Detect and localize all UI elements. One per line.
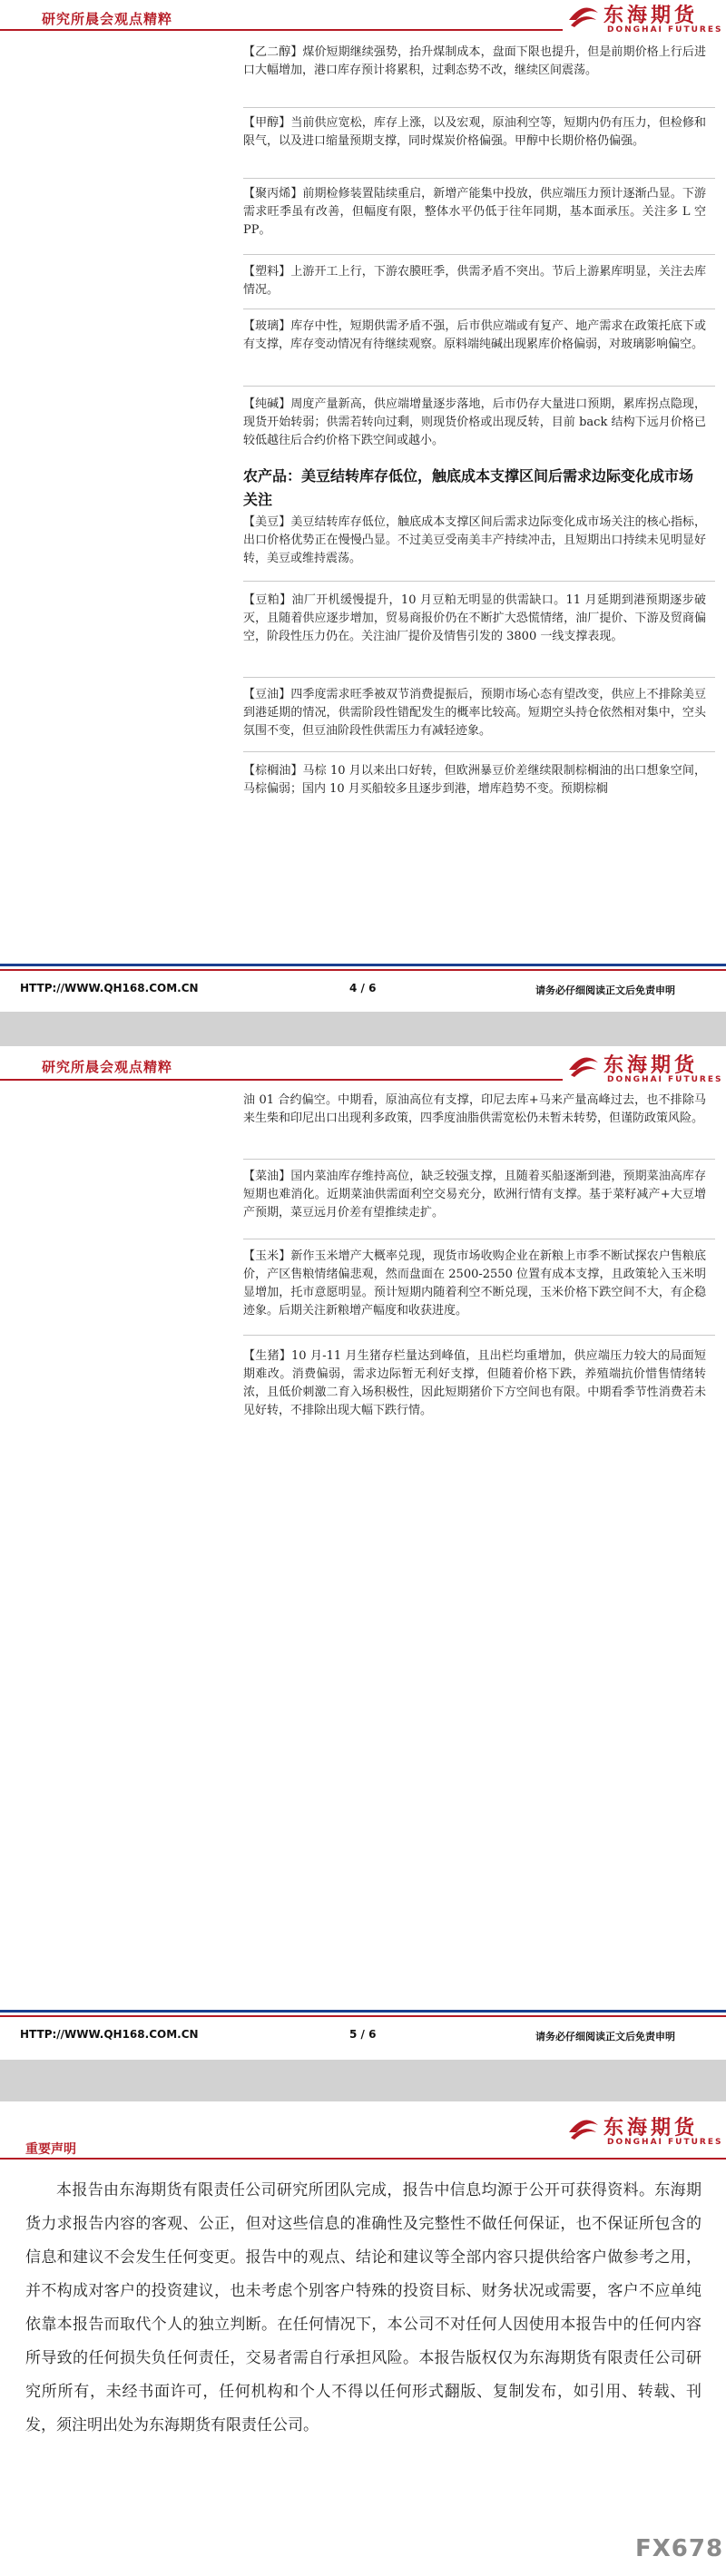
divider bbox=[243, 107, 715, 108]
footer-page-number: 4 / 6 bbox=[349, 982, 377, 994]
header-title: 研究所晨会观点精粹 bbox=[42, 11, 173, 27]
divider bbox=[243, 677, 715, 678]
paragraph-rapeseed-oil: 【菜油】国内菜油库存维持高位，缺乏较强支撑，且随着买船逐渐到港，预期菜油高库存短期也难消化。近期菜油供需面利空交易充分，欧洲行情有支撑。基于菜籽减产+大豆增产预期，菜豆远月价差有望推续走扩。 bbox=[243, 1170, 706, 1219]
footer-disclaimer-note: 请务必仔细阅读正文后免责申明 bbox=[535, 2031, 675, 2042]
logo-mark-icon bbox=[567, 1052, 600, 1082]
footer-rule bbox=[0, 964, 726, 966]
logo-text-cn: 东海期货 bbox=[603, 1053, 699, 1077]
divider bbox=[243, 386, 715, 387]
divider bbox=[243, 178, 715, 179]
company-logo bbox=[567, 2, 721, 38]
page-5 bbox=[0, 1046, 726, 2060]
header-rule bbox=[0, 1079, 563, 1081]
paragraph-plastic: 【塑料】上游开工上行，下游农膜旺季，供需矛盾不突出。节后上游累库明显，关注去库情况。 bbox=[243, 265, 706, 297]
divider bbox=[243, 751, 715, 752]
page-4 bbox=[0, 0, 726, 1012]
footer-rule bbox=[0, 2010, 726, 2013]
page-gap bbox=[0, 1012, 726, 1046]
section-title-agriculture: 农产品：美豆结转库存低位，触底成本支撑区间后需求边际变化成市场关注 bbox=[243, 467, 694, 508]
divider bbox=[243, 581, 715, 582]
header-title: 研究所晨会观点精粹 bbox=[42, 1059, 173, 1075]
footer-page-number: 5 / 6 bbox=[349, 2028, 377, 2041]
paragraph-ethylene-glycol: 【乙二醇】煤价短期继续强势，抬升煤制成本，盘面下限也提升，但是前期价格上行后进口大幅增加，港口库存预计将累积，过剩态势不改，继续区间震荡。 bbox=[243, 45, 706, 77]
disclaimer-title: 重要声明 bbox=[25, 2142, 76, 2157]
footer-rule-red bbox=[0, 2015, 726, 2017]
watermark-text: FX678 bbox=[635, 2535, 724, 2562]
divider bbox=[243, 1159, 715, 1160]
logo-mark-icon bbox=[567, 2, 600, 33]
disclaimer-paragraph: 本报告由东海期货有限责任公司研究所团队完成，报告中信息均源于公开可获得资料。东海期货力求报告内容的客观、公正，但对这些信息的准确性及完整性不做任何保证，也不保证所包含的信息和建议不会发生任何变更。报告中的观点、结论和建议等全部内容只提供给客户做参考之用，并不构成对客户的投资建议，也未考虑个别客户特殊的投资目标、财务状况或需要，客户不应单纯依靠本报告而取代个人的独立判断。在任何情况下，本公司不对任何人因使用本报告中的任何内容所导致的任何损失负任何责任，交易者需自行承担风险。本报告版权仅为东海期货有限责任公司研究所所有，未经书面许可，任何机构和个人不得以任何形式翻版、复制发布，如引用、转载、刊发，须注明出处为东海期货有限责任公司。 bbox=[25, 2181, 701, 2434]
disclaimer-rule bbox=[0, 2158, 726, 2160]
company-logo bbox=[567, 2114, 721, 2150]
divider bbox=[243, 254, 715, 255]
paragraph-palm-oil-cont: 油 01 合约偏空。中期看，原油高位有支撑，印尼去库+马来产量高峰过去，也不排除马来生柴和印尼出口出现利多政策，四季度油脂供需宽松仍未暂未转势，但谨防政策风险。 bbox=[243, 1093, 706, 1125]
footer-disclaimer-note: 请务必仔细阅读正文后免责申明 bbox=[535, 984, 675, 996]
logo-mark-icon bbox=[567, 2114, 600, 2145]
logo-text-cn: 东海期货 bbox=[603, 4, 699, 27]
logo-text-en: DONGHAI FUTURES bbox=[607, 25, 723, 34]
footer-rule-red bbox=[0, 969, 726, 971]
footer-url[interactable]: HTTP://WWW.QH168.COM.CN bbox=[20, 982, 199, 994]
paragraph-soda-ash: 【纯碱】周度产量新高，供应端增量逐步落地，后市仍存大量进口预期，累库拐点隐现，现货开始转弱；供需若转向过剩，则现货价格或出现反转，目前 back 结构下远月价格已较低越往后合约价格下跌空间或越小。 bbox=[243, 397, 706, 447]
header-rule bbox=[0, 29, 563, 31]
paragraph-methanol: 【甲醇】当前供应宽松，库存上涨，以及宏观，原油利空等，短期内仍有压力，但检修和限气，以及进口缩量预期支撑，同时煤炭价格偏强。甲醇中长期价格仍偏强。 bbox=[243, 116, 706, 148]
paragraph-corn: 【玉米】新作玉米增产大概率兑现，现货市场收购企业在新粮上市季不断试探农户售粮底价，产区售粮情绪偏悲观，然而盘面在 2500-2550 位置有成本支撑，且政策轮入玉米明显增加，托市意愿明显。预计短期内随着利空不断兑现，玉米价格下跌空间不大，有企稳迹象。后期关注新粮增产幅度和收获进度。 bbox=[243, 1249, 706, 1317]
company-logo bbox=[567, 1052, 721, 1088]
divider bbox=[243, 1335, 715, 1336]
paragraph-soy-oil: 【豆油】四季度需求旺季被双节消费提振后，预期市场心态有望改变，供应上不排除美豆到港延期的情况，供需阶段性错配发生的概率比较高。短期空头持仓依然相对集中，空头氛围不变，但豆油阶段性供需压力有减轻迹象。 bbox=[243, 688, 706, 738]
paragraph-soymeal: 【豆粕】油厂开机缓慢提升，10 月豆粕无明显的供需缺口。11 月延期到港预期逐步破灭，且随着供应逐步增加，贸易商报价仍在不断扩大恐慌情绪，油厂提价、下游及贸商偏空，阶段性压力仍在。关注油厂提价及情售引发的 3800 一线支撑表现。 bbox=[243, 593, 706, 643]
logo-text-en: DONGHAI FUTURES bbox=[607, 2138, 723, 2147]
paragraph-hog: 【生猪】10 月-11 月生猪存栏量达到峰值，且出栏均重增加，供应端压力较大的局面短期难改。消费偏弱，需求边际暂无利好支撑，但随着价格下跌，养殖端抗价惜售情绪转浓，且低价刺激二育入场积极性，因此短期猪价下方空间也有限。中期看季节性消费若未见好转，不排除出现大幅下跌行情。 bbox=[243, 1349, 706, 1417]
footer-url[interactable]: HTTP://WWW.QH168.COM.CN bbox=[20, 2028, 199, 2041]
page-gap bbox=[0, 2060, 726, 2101]
paragraph-palm-oil: 【棕榈油】马棕 10 月以来出口好转，但欧洲暴豆价差继续限制棕榈油的出口想象空间，马棕偏弱；国内 10 月买船较多且逐步到港，增库趋势不变。预期棕榈 bbox=[243, 764, 706, 796]
paragraph-glass: 【玻璃】库存中性，短期供需矛盾不强，后市供应端或有复产、地产需求在政策托底下或有支撑，库存变动情况有待继续观察。原料端纯碱出现累库价格偏弱，对玻璃影响偏空。 bbox=[243, 319, 706, 351]
logo-text-cn: 东海期货 bbox=[603, 2116, 699, 2140]
logo-text-en: DONGHAI FUTURES bbox=[607, 1075, 723, 1084]
page-6 bbox=[0, 2101, 726, 2576]
paragraph-us-soybean: 【美豆】美豆结转库存低位，触底成本支撑区间后需求边际变化成市场关注的核心指标，出口价格优势正在慢慢凸显。不过美豆受南美丰产持续冲击，且短期出口持续未见明显好转，美豆或维持震荡。 bbox=[243, 515, 706, 565]
paragraph-polypropylene: 【聚丙烯】前期检修装置陆续重启，新增产能集中投放，供应端压力预计逐渐凸显。下游需求旺季虽有改善，但幅度有限，整体水平仍低于往年同期，基本面承压。关注多 L 空 PP。 bbox=[243, 187, 706, 237]
